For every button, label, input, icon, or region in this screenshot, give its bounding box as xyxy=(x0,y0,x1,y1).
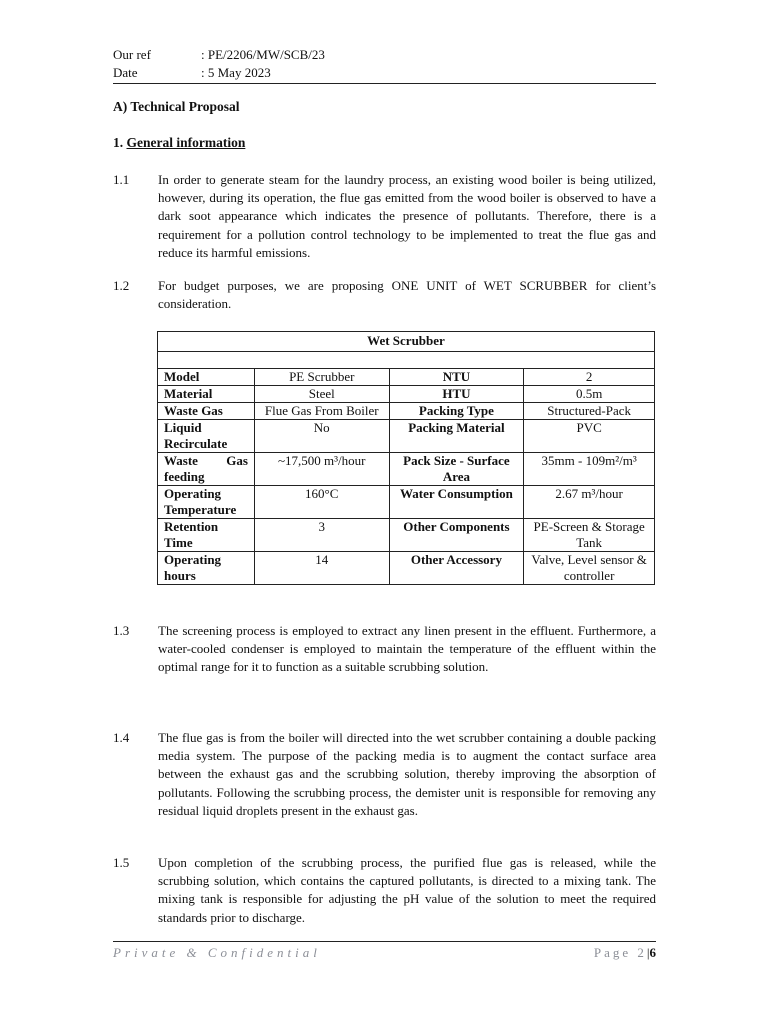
footer-page-separator: | xyxy=(646,945,650,960)
table-cell-value: No xyxy=(254,420,389,453)
table-cell-value: PE-Screen & Storage Tank xyxy=(524,519,655,552)
table-row xyxy=(158,453,655,486)
table-cell-label: Pack Size - Surface Area xyxy=(389,453,524,486)
table-cell-value: 3 xyxy=(254,519,389,552)
table-cell-value: Steel xyxy=(254,386,389,403)
paragraph-number: 1.3 xyxy=(113,623,130,638)
table-cell-value: PVC xyxy=(524,420,655,453)
table-cell-label: Material xyxy=(158,386,255,403)
subsection-number: 1. xyxy=(113,135,124,150)
ref-value: : PE/2206/MW/SCB/23 xyxy=(201,47,325,62)
table-cell-value: Flue Gas From Boiler xyxy=(254,403,389,420)
table-cell-value: Valve, Level sensor & controller xyxy=(524,552,655,585)
table-cell-label: Operating Temperature xyxy=(158,486,255,519)
wet-scrubber-spec-table xyxy=(157,331,655,585)
paragraph-text: For budget purposes, we are proposing ONE UNIT of WET SCRUBBER for client’s consideration. xyxy=(158,278,656,312)
table-cell-label: Liquid Recirculate xyxy=(158,420,255,453)
table-row xyxy=(158,486,655,519)
table-cell-label: Other Components xyxy=(389,519,524,552)
table-row xyxy=(158,403,655,420)
table-blank-row xyxy=(158,352,655,369)
paragraph-number: 1.1 xyxy=(113,172,130,187)
table-cell-value: 2.67 m³/hour xyxy=(524,486,655,519)
table-cell-label: Packing Material xyxy=(389,420,524,453)
table-cell-label: Packing Type xyxy=(389,403,524,420)
table-row xyxy=(158,386,655,403)
subsection-heading: General information xyxy=(126,135,246,150)
table-cell-label: HTU xyxy=(389,386,524,403)
table-cell-label: Water Consumption xyxy=(389,486,524,519)
paragraph-1-3 xyxy=(113,622,656,677)
header-divider xyxy=(113,83,656,84)
table-cell-label: NTU xyxy=(389,369,524,386)
paragraph-text: The screening process is employed to extract any linen present in the effluent. Furthermore, a water-cooled condenser is employed to maintain the temperature of the effluent within the optimal range for it to function as a suitable scrubbing solution. xyxy=(158,623,656,675)
table-cell-label: Waste Gas xyxy=(158,403,255,420)
date-value: : 5 May 2023 xyxy=(201,65,271,80)
date-label: Date xyxy=(113,65,138,80)
table-cell-label: Waste Gas feeding xyxy=(158,453,255,486)
table-row xyxy=(158,519,655,552)
footer-divider xyxy=(113,941,656,942)
footer-page-indicator xyxy=(594,945,656,961)
table-cell-value: 0.5m xyxy=(524,386,655,403)
table-cell-value: ~17,500 m³/hour xyxy=(254,453,389,486)
table-cell-value: 2 xyxy=(524,369,655,386)
table-cell-value: 160°C xyxy=(254,486,389,519)
table-cell-value: Structured-Pack xyxy=(524,403,655,420)
table-cell-value: 14 xyxy=(254,552,389,585)
table-title: Wet Scrubber xyxy=(158,332,655,352)
table-row xyxy=(158,369,655,386)
table-row xyxy=(158,552,655,585)
table-cell-label: Other Accessory xyxy=(389,552,524,585)
paragraph-1-5 xyxy=(113,854,656,927)
table-row xyxy=(158,420,655,453)
ref-label: Our ref xyxy=(113,47,151,62)
table-cell-label: Retention Time xyxy=(158,519,255,552)
table-cell-value: 35mm - 109m²/m³ xyxy=(524,453,655,486)
paragraph-1-4 xyxy=(113,729,656,820)
paragraph-number: 1.5 xyxy=(113,855,130,870)
table-cell-label: Operating hours xyxy=(158,552,255,585)
paragraph-number: 1.2 xyxy=(113,278,130,293)
paragraph-text: In order to generate steam for the laundry process, an existing wood boiler is being utilized, however, during its operation, the flue gas emitted from the wood boiler is observed to have a dark soot appearance which indicates the presence of pollutants. Therefore, there is a requirement for a pollution control technology to be implemented to treat the flue gas and reduce its harmful emissions. xyxy=(158,172,656,260)
footer-confidential-label: Private & Confidential xyxy=(113,945,321,960)
paragraph-1-2 xyxy=(113,277,656,313)
subsection-title xyxy=(113,135,245,151)
reference-block xyxy=(113,46,325,82)
footer-total-pages: 6 xyxy=(649,945,656,960)
footer-page-number: 2 xyxy=(637,945,647,960)
paragraph-1-1 xyxy=(113,171,656,262)
section-title: A) Technical Proposal xyxy=(113,99,240,114)
table-cell-label: Model xyxy=(158,369,255,386)
paragraph-text: The flue gas is from the boiler will directed into the wet scrubber containing a double packing media system. The purpose of the packing media is to augment the contact surface area between the exhaust gas and the scrubbing solution, thereby improving the absorption of pollutants. Following the scrubbing process, the demister unit is responsible for removing any residual liquid droplets present in the exhaust gas. xyxy=(158,730,656,818)
table-cell-value: PE Scrubber xyxy=(254,369,389,386)
paragraph-text: Upon completion of the scrubbing process, the purified flue gas is released, while the scrubbing solution, which contains the captured pollutants, is directed to a mixing tank. The mixing tank is responsible for adjusting the pH value of the solution to meet the required standards prior to discharge. xyxy=(158,855,656,925)
footer-page-label: Page xyxy=(593,945,632,960)
paragraph-number: 1.4 xyxy=(113,730,130,745)
